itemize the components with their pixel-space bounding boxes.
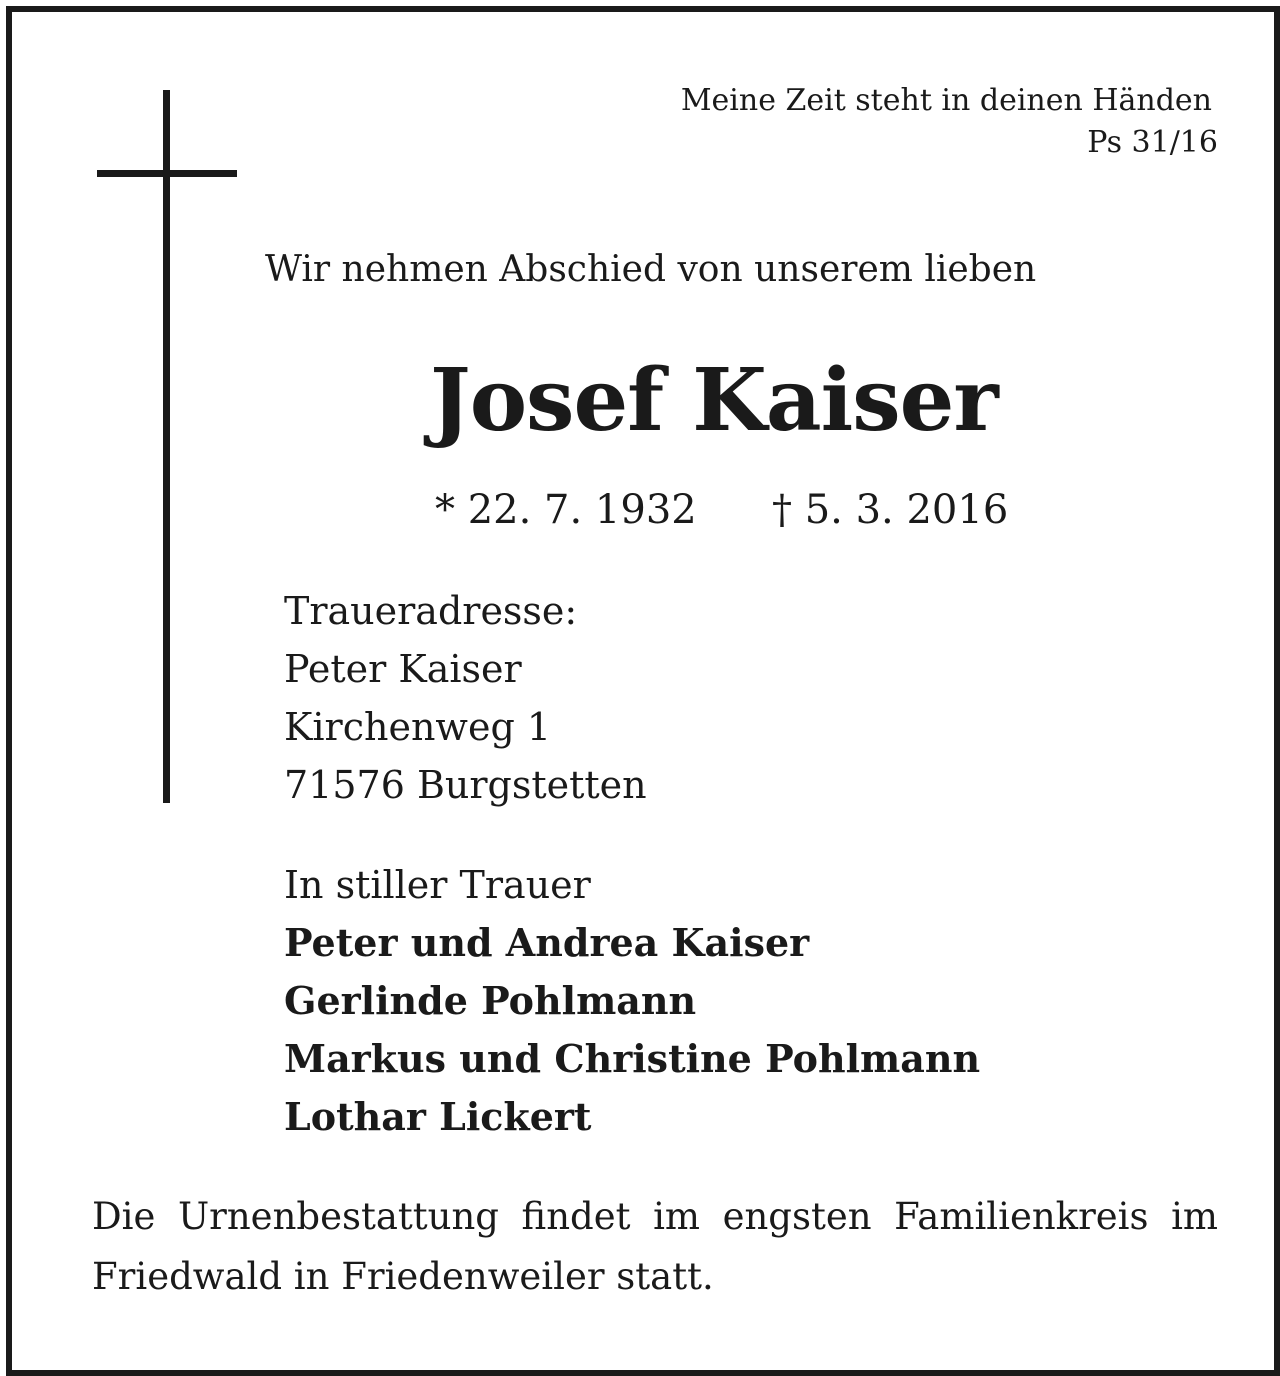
bible-verse-reference: Ps 31/16 — [1087, 125, 1218, 160]
death-date: † 5. 3. 2016 — [772, 487, 1009, 533]
mourners-heading: In stiller Trauer — [284, 863, 591, 907]
deceased-name: Josef Kaiser — [430, 350, 998, 451]
address-street: Kirchenweg 1 — [284, 705, 552, 749]
bible-verse-text: Meine Zeit steht in deinen Händen — [680, 83, 1212, 118]
mourner-name: Gerlinde Pohlmann — [284, 978, 697, 1023]
mourning-address — [284, 582, 647, 814]
mourner-name: Markus und Christine Pohlmann — [284, 1036, 981, 1081]
address-heading: Traueradresse: — [284, 589, 578, 633]
bible-verse — [681, 80, 1218, 164]
cross-icon-horizontal-bar — [97, 170, 237, 177]
funeral-notice: Die Urnenbestattung findet im engsten Familienkreis im Friedwald in Friedenweiler statt. — [92, 1195, 1218, 1298]
address-name: Peter Kaiser — [284, 647, 522, 691]
mourner-name: Peter und Andrea Kaiser — [284, 920, 810, 965]
cross-icon-vertical-bar — [163, 90, 170, 803]
address-city: 71576 Burgstetten — [284, 763, 647, 807]
intro-text: Wir nehmen Abschied von unserem lieben — [265, 249, 1037, 290]
mourner-name: Lothar Lickert — [284, 1094, 592, 1139]
mourners-list — [284, 856, 980, 1146]
birth-date: * 22. 7. 1932 — [435, 487, 697, 533]
